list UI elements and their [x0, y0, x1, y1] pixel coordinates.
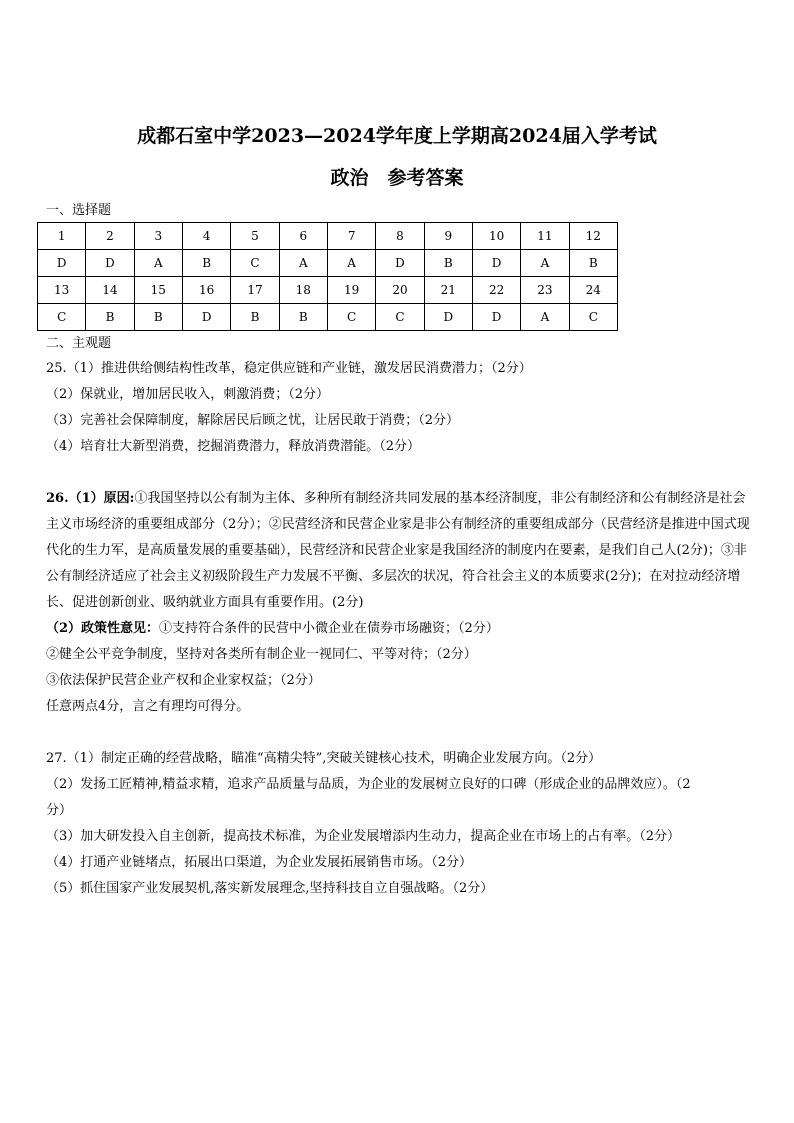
question-number-cell: 2 [86, 223, 134, 250]
question-number-cell: 7 [327, 223, 375, 250]
q26-part2-label: （2）政策性意见： [46, 621, 160, 636]
question-number-cell: 20 [376, 277, 424, 304]
q26-line-3: ③依法保护民营企业产权和企业家权益；（2分） [46, 673, 321, 688]
question-number-cell: 6 [279, 223, 327, 250]
question-number-cell: 23 [521, 277, 569, 304]
q25-line-2: （2）保就业，增加居民收入，刺激消费；（2分） [46, 387, 330, 402]
question-number-cell: 21 [424, 277, 472, 304]
question-number-cell: 5 [231, 223, 279, 250]
question-number-cell: 16 [182, 277, 230, 304]
section-heading-subjective: 二、主观题 [46, 336, 112, 351]
answer-cell: D [86, 250, 134, 277]
q25-line-3: （3）完善社会保障制度，解除居民后顾之忧，让居民敢于消费；（2分） [46, 413, 460, 428]
answer-cell: C [327, 304, 375, 331]
q26-part1-text: ①我国坚持以公有制为主体、多种所有制经济共同发展的基本经济制度，非公有制经济和公有制经济是社会主义市场经济的重要组成部分（2分）；②民营经济和民营企业家是非公有制经济的重要组成部分（民营经济是推进中国式现代化的生力军，是高质量发展的重要基础），民营经济和民营企业家是我国经济的制度内在要素，是我们自己人(2分)；③非公有制经济适应了社会主义初级阶段生产力发展不平衡、多层次的状况，符合社会主义的本质要求(2分)；在对拉动经济增长、促进创新创业、吸纳就业方面具有重要作用。(2分) [46, 491, 750, 610]
q27-line-3: 分） [46, 803, 73, 818]
answer-cell: C [38, 304, 86, 331]
q27-line-5: （4）打通产业链堵点，拓展出口渠道，为企业发展拓展销售市场。（2分） [46, 855, 473, 870]
question-number-cell: 17 [231, 277, 279, 304]
answer-cell: B [231, 304, 279, 331]
question-number-cell: 1 [38, 223, 86, 250]
answer-cell: D [182, 304, 230, 331]
question-number-cell: 3 [134, 223, 182, 250]
exam-title: 成都石室中学2023—2024学年度上学期高2024届入学考试 [137, 125, 657, 147]
answer-cell: D [472, 304, 520, 331]
q27-line-4: （3）加大研发投入自主创新，提高技术标准，为企业发展增添内生动力，提高企业在市场上的占有率。（2分） [46, 829, 681, 844]
answer-cell: C [569, 304, 617, 331]
answer-cell: D [424, 304, 472, 331]
answer-cell: B [569, 250, 617, 277]
answer-cell: D [38, 250, 86, 277]
answer-cell: A [521, 250, 569, 277]
section-heading-choice: 一、选择题 [46, 203, 112, 218]
q26-part2 [46, 620, 499, 638]
answer-cell: D [376, 250, 424, 277]
question-number-cell: 12 [569, 223, 617, 250]
answer-cell: A [327, 250, 375, 277]
question-number-cell: 19 [327, 277, 375, 304]
q25-line-1: 25.（1）推进供给侧结构性改革，稳定供应链和产业链，激发居民消费潜力；（2分） [46, 361, 532, 376]
question-number-cell: 18 [279, 277, 327, 304]
answer-cell: C [231, 250, 279, 277]
question-number-cell: 13 [38, 277, 86, 304]
answer-table-row [38, 277, 618, 304]
q27-line-1: 27.（1）制定正确的经营战略，瞄准“高精尖特”,突破关键核心技术，明确企业发展方向。（2分） [46, 751, 602, 766]
answer-cell: D [472, 250, 520, 277]
answer-table-row [38, 304, 618, 331]
q27-line-2: （2）发扬工匠精神,精益求精，追求产品质量与品质，为企业的发展树立良好的口碑（形成企业的品牌效应）。（2 [46, 777, 691, 792]
q26-part1-label: 26.（1）原因: [46, 491, 135, 506]
question-number-cell: 10 [472, 223, 520, 250]
answer-cell: A [134, 250, 182, 277]
question-number-cell: 8 [376, 223, 424, 250]
answer-cell: A [521, 304, 569, 331]
question-number-cell: 14 [86, 277, 134, 304]
answer-table-row [38, 223, 618, 250]
q26-line-2: ②健全公平竞争制度，坚持对各类所有制企业一视同仁、平等对待；（2分） [46, 647, 477, 662]
question-number-cell: 9 [424, 223, 472, 250]
q25-line-4: （4）培育壮大新型消费，挖掘消费潜力，释放消费潜能。（2分） [46, 439, 421, 454]
answer-cell: B [182, 250, 230, 277]
q26-line-4: 任意两点4分，言之有理均可得分。 [46, 699, 250, 714]
question-number-cell: 22 [472, 277, 520, 304]
answer-cell: C [376, 304, 424, 331]
question-number-cell: 4 [182, 223, 230, 250]
answer-cell: B [86, 304, 134, 331]
question-number-cell: 11 [521, 223, 569, 250]
question-number-cell: 24 [569, 277, 617, 304]
q26-part2-text: ①支持符合条件的民营中小微企业在债券市场融资；（2分） [159, 621, 499, 636]
answer-cell: B [279, 304, 327, 331]
answer-cell: A [279, 250, 327, 277]
answer-cell: B [134, 304, 182, 331]
answer-table-row [38, 250, 618, 277]
exam-subtitle: 政治 参考答案 [330, 167, 464, 189]
answer-cell: B [424, 250, 472, 277]
q26-part1 [46, 486, 756, 616]
question-number-cell: 15 [134, 277, 182, 304]
answer-table [37, 222, 618, 331]
q27-line-6: （5）抓住国家产业发展契机,落实新发展理念,坚持科技自立自强战略。（2分） [46, 881, 494, 896]
